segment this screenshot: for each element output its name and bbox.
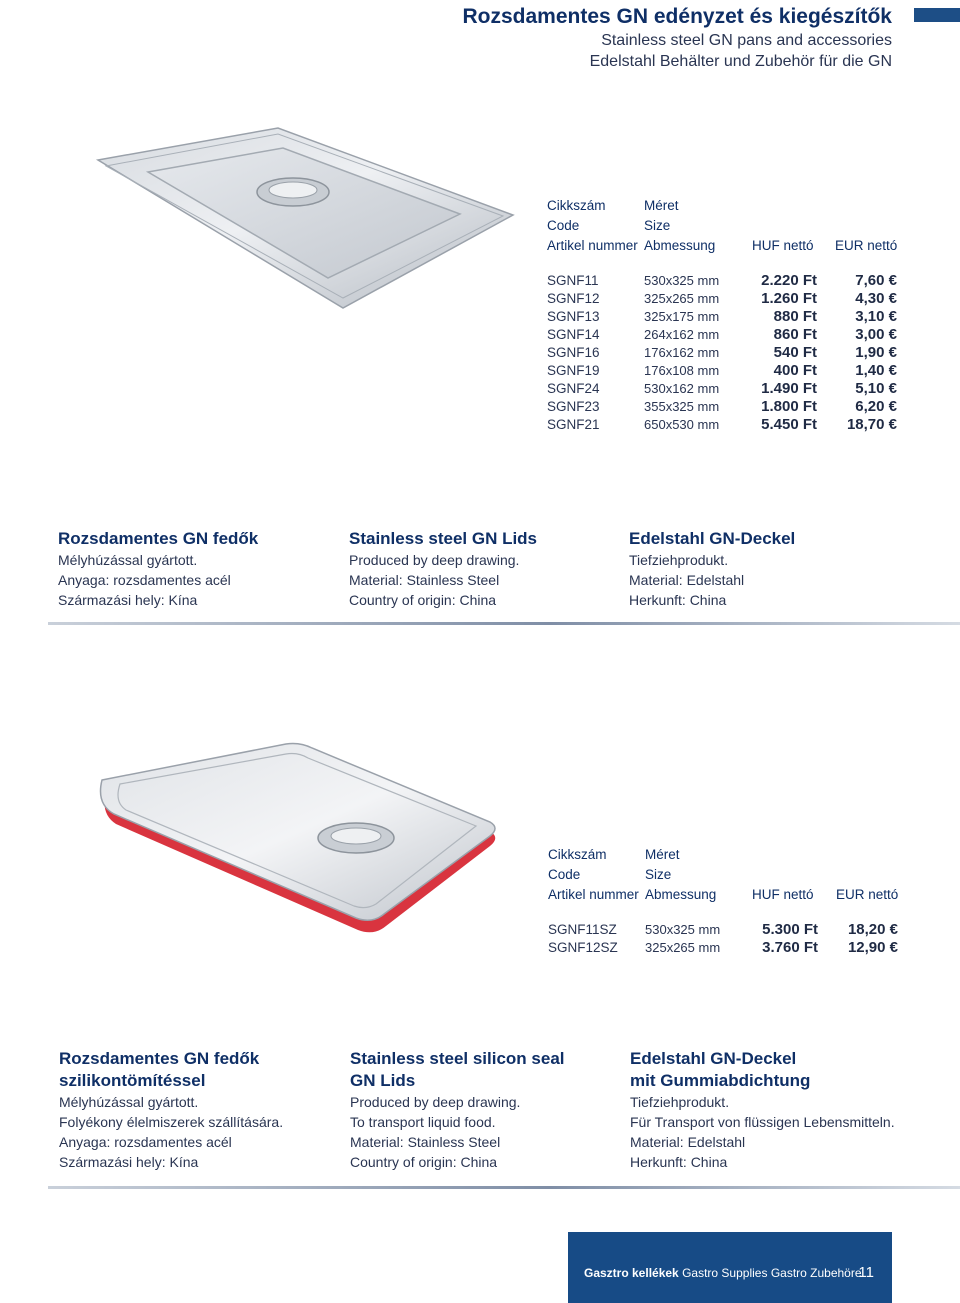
col-header-eur: EUR nettó: [836, 887, 899, 902]
product-table-seal-lids: [548, 845, 899, 960]
col-header-code: Cikkszám Code Artikel nummer: [547, 198, 638, 253]
header-accent-bar: [914, 8, 960, 22]
table-row: SGNF12 325x265 mm 1.260 Ft 4,30 €: [547, 290, 897, 307]
table-row: SGNF23 355x325 mm 1.800 Ft 6,20 €: [547, 398, 897, 415]
table-row: SGNF24 530x162 mm 1.490 Ft 5,10 €: [547, 380, 897, 397]
page-footer: [568, 1232, 892, 1303]
product-table-lids: [547, 196, 898, 441]
col-header-eur: EUR nettó: [835, 238, 898, 253]
description-seal-de: Edelstahl GN-Deckel mit Gummiabdichtung Tiefziehprodukt. Für Transport von flüssigen Lebensmitteln. Material: Edelstahl Herkunft: China: [630, 1049, 895, 1170]
table-row: SGNF11 530x325 mm 2.220 Ft 7,60 €: [547, 272, 897, 289]
gn-lid-seal-image: [86, 740, 502, 970]
description-de: Edelstahl GN-Deckel Tiefziehprodukt. Material: Edelstahl Herkunft: China: [629, 529, 796, 608]
gn-lid-image: [88, 120, 518, 320]
col-header-size: Méret Size Abmessung: [644, 198, 716, 253]
footer-label: Gasztro kellékek Gastro Supplies Gastro Zubehöre: [584, 1266, 862, 1280]
table-row: SGNF19 176x108 mm 400 Ft 1,40 €: [547, 362, 897, 379]
page-header: [463, 4, 893, 72]
table-row: SGNF13 325x175 mm 880 Ft 3,10 €: [547, 308, 897, 325]
col-header-huf: HUF nettó: [752, 887, 814, 902]
table-row: SGNF16 176x162 mm 540 Ft 1,90 €: [547, 344, 897, 361]
col-header-huf: HUF nettó: [752, 238, 814, 253]
page-number: 11: [858, 1264, 874, 1281]
col-header-size: Méret Size Abmessung: [645, 847, 717, 902]
description-seal-hu: Rozsdamentes GN fedők szilikontömítéssel Mélyhúzással gyártott. Folyékony élelmiszerek szállítására. Anyaga: rozsdamentes acél Származási hely: Kína: [59, 1049, 284, 1170]
page-subtitle-en: Stainless steel GN pans and accessories: [601, 32, 892, 49]
gn-lid-seal-photo: [86, 740, 502, 970]
table-row: SGNF14 264x162 mm 860 Ft 3,00 €: [547, 326, 897, 343]
description-hu: Rozsdamentes GN fedők Mélyhúzással gyártott. Anyaga: rozsdamentes acél Származási hely: Kína: [58, 529, 259, 608]
table-row: SGNF21 650x530 mm 5.450 Ft 18,70 €: [547, 416, 897, 433]
description-en: Stainless steel GN Lids Produced by deep drawing. Material: Stainless Steel Country of origin: China: [349, 529, 538, 608]
page-subtitle-de: Edelstahl Behälter und Zubehör für die GN: [589, 53, 892, 70]
section-divider: [48, 1186, 960, 1189]
col-header-code: Cikkszám Code Artikel nummer: [548, 847, 639, 902]
table-row: SGNF11SZ 530x325 mm 5.300 Ft 18,20 €: [548, 921, 898, 938]
section-divider: [48, 622, 960, 625]
description-seal-en: Stainless steel silicon seal GN Lids Produced by deep drawing. To transport liquid food. Material: Stainless Steel Country of origin: China: [350, 1049, 565, 1170]
gn-lid-photo: [88, 120, 518, 320]
table-row: SGNF12SZ 325x265 mm 3.760 Ft 12,90 €: [548, 939, 898, 956]
page-title: Rozsdamentes GN edényzet és kiegészítők: [462, 5, 892, 28]
